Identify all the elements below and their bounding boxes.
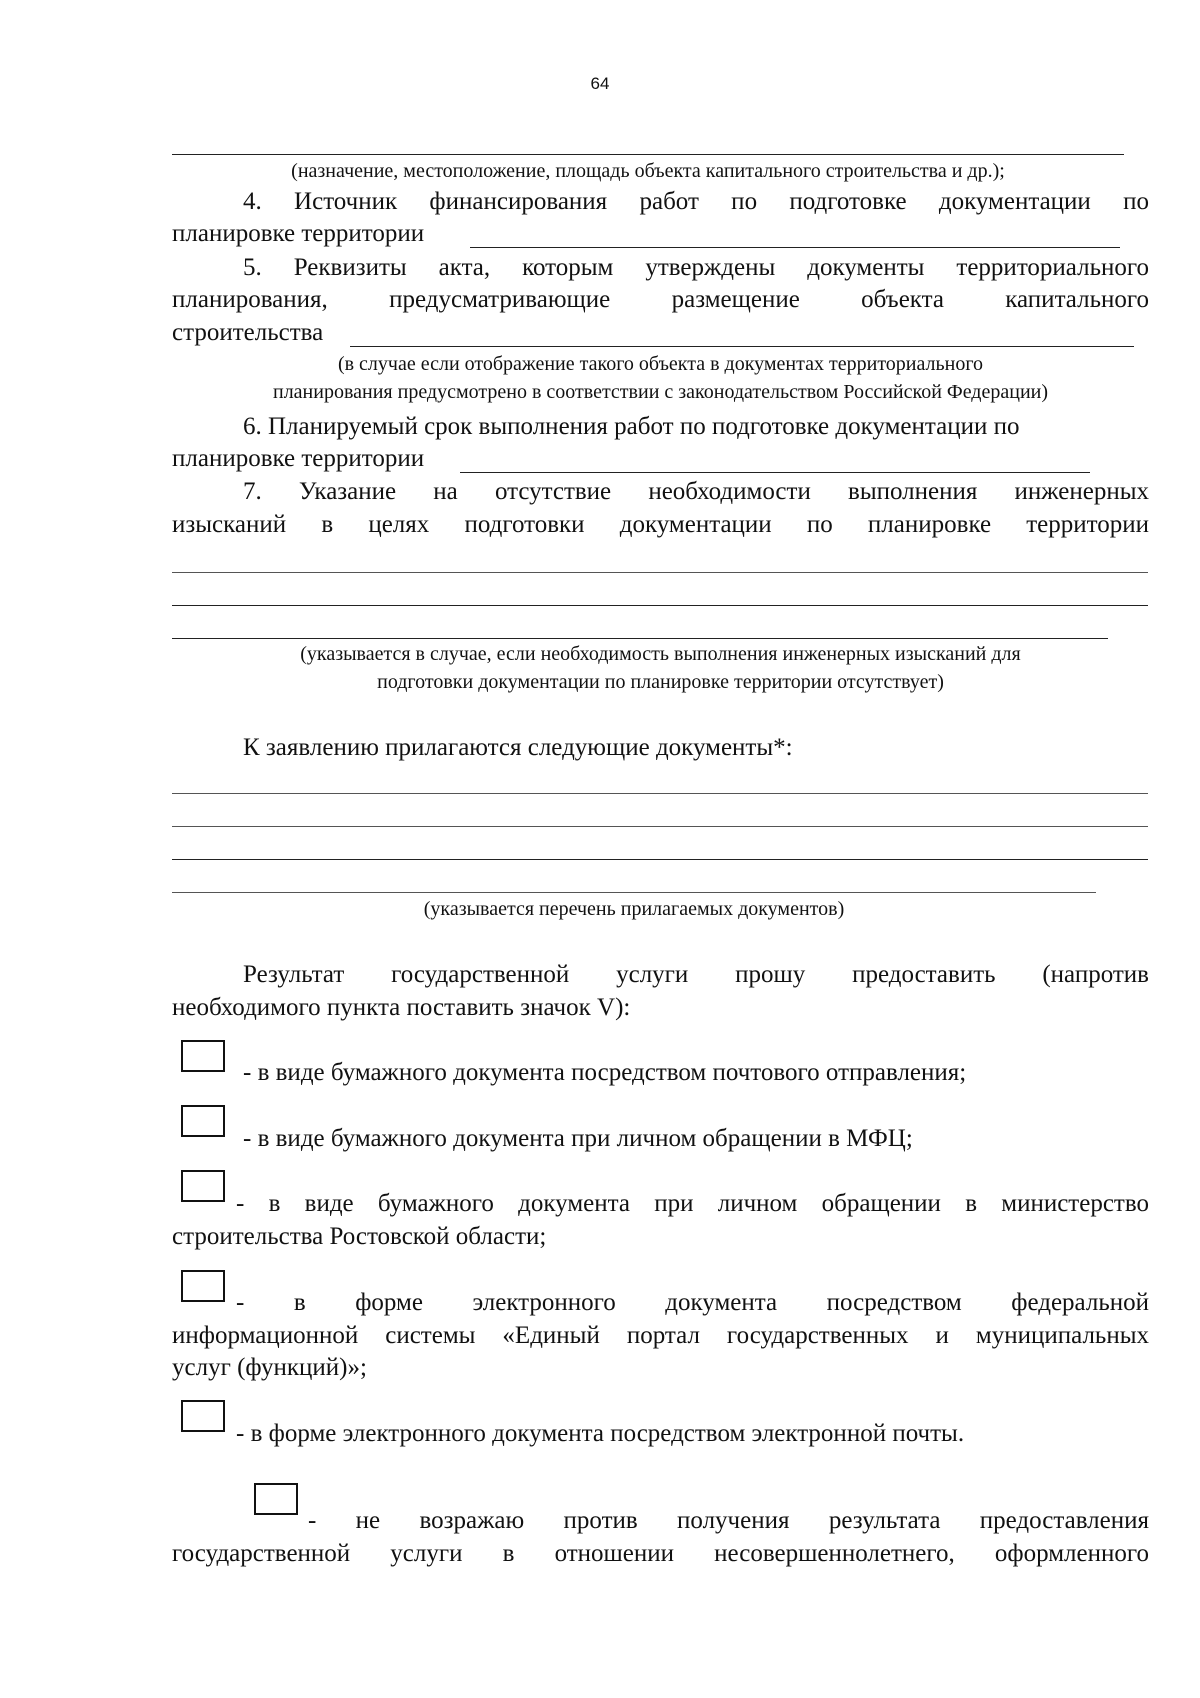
result-line1: Результат государственной услуги прошу предоставить (напротив bbox=[243, 961, 1149, 988]
item4-line1: 4. Источник финансирования работ по подготовке документации по bbox=[243, 188, 1149, 215]
attachments-line-1[interactable] bbox=[172, 793, 1148, 794]
fill-line-7c[interactable] bbox=[172, 638, 1108, 639]
attachments-heading: К заявлению прилагаются следующие документы*: bbox=[243, 734, 793, 761]
fill-line-7a[interactable] bbox=[172, 572, 1148, 573]
page-number: 64 bbox=[590, 74, 610, 93]
option-epgu-line2: информационной системы «Единый портал государственных и муниципальных bbox=[172, 1322, 1149, 1349]
item5-caption-line2: планирования предусмотрено в соответствии с законодательством Российской Федерации) bbox=[272, 381, 1049, 403]
option-ministry-line1: - в виде бумажного документа при личном обращении в министерство bbox=[236, 1190, 1149, 1217]
checkbox-postal[interactable] bbox=[181, 1040, 225, 1072]
fill-line-purpose bbox=[172, 154, 1124, 155]
item6-line2: планировке территории bbox=[172, 445, 425, 472]
option-epgu-line3: услуг (функций)»; bbox=[172, 1354, 367, 1381]
option-email-text: - в форме электронного документа посредством электронной почты. bbox=[236, 1420, 965, 1447]
checkbox-consent[interactable] bbox=[254, 1483, 298, 1515]
checkbox-ministry[interactable] bbox=[181, 1170, 225, 1202]
caption-purpose: (назначение, местоположение, площадь объекта капитального строительства и др.); bbox=[291, 160, 1005, 182]
fill-line-act-details[interactable] bbox=[350, 346, 1134, 347]
attachments-line-3[interactable] bbox=[172, 859, 1148, 860]
consent-line1: - не возражаю против получения результата предоставления bbox=[308, 1507, 1149, 1534]
item7-line2: изысканий в целях подготовки документации по планировке территории bbox=[172, 511, 1149, 538]
fill-line-planned-term[interactable] bbox=[460, 472, 1090, 473]
result-line2: необходимого пункта поставить значок V): bbox=[172, 994, 631, 1021]
item5-line1: 5. Реквизиты акта, которым утверждены документы территориального bbox=[243, 254, 1149, 281]
item4-line2: планировке территории bbox=[172, 220, 425, 247]
fill-line-financing[interactable] bbox=[470, 247, 1120, 248]
item7-caption-line2: подготовки документации по планировке территории отсутствует) bbox=[377, 671, 944, 693]
option-ministry-line2: строительства Ростовской области; bbox=[172, 1223, 547, 1250]
option-epgu-line1: - в форме электронного документа посредством федеральной bbox=[236, 1289, 1149, 1316]
consent-line2: государственной услуги в отношении несовершеннолетнего, оформленного bbox=[172, 1540, 1149, 1567]
checkbox-mfc[interactable] bbox=[181, 1105, 225, 1137]
attachments-line-2[interactable] bbox=[172, 826, 1148, 827]
item5-line2: планирования, предусматривающие размещение объекта капитального bbox=[172, 286, 1149, 313]
option-mfc-text: - в виде бумажного документа при личном обращении в МФЦ; bbox=[243, 1125, 913, 1152]
checkbox-epgu[interactable] bbox=[181, 1270, 225, 1302]
checkbox-email[interactable] bbox=[181, 1400, 225, 1432]
item7-caption-line1: (указывается в случае, если необходимость выполнения инженерных изысканий для bbox=[300, 643, 1021, 665]
item6-line1: 6. Планируемый срок выполнения работ по подготовке документации по bbox=[243, 413, 1020, 440]
attachments-line-4[interactable] bbox=[172, 892, 1096, 893]
fill-line-7b[interactable] bbox=[172, 605, 1148, 606]
item5-line3: строительства bbox=[172, 319, 324, 346]
item7-line1: 7. Указание на отсутствие необходимости выполнения инженерных bbox=[243, 478, 1149, 505]
option-postal-text: - в виде бумажного документа посредством почтового отправления; bbox=[243, 1059, 967, 1086]
item5-caption-line1: (в случае если отображение такого объекта в документах территориального bbox=[337, 353, 984, 375]
attachments-caption: (указывается перечень прилагаемых документов) bbox=[423, 898, 845, 920]
